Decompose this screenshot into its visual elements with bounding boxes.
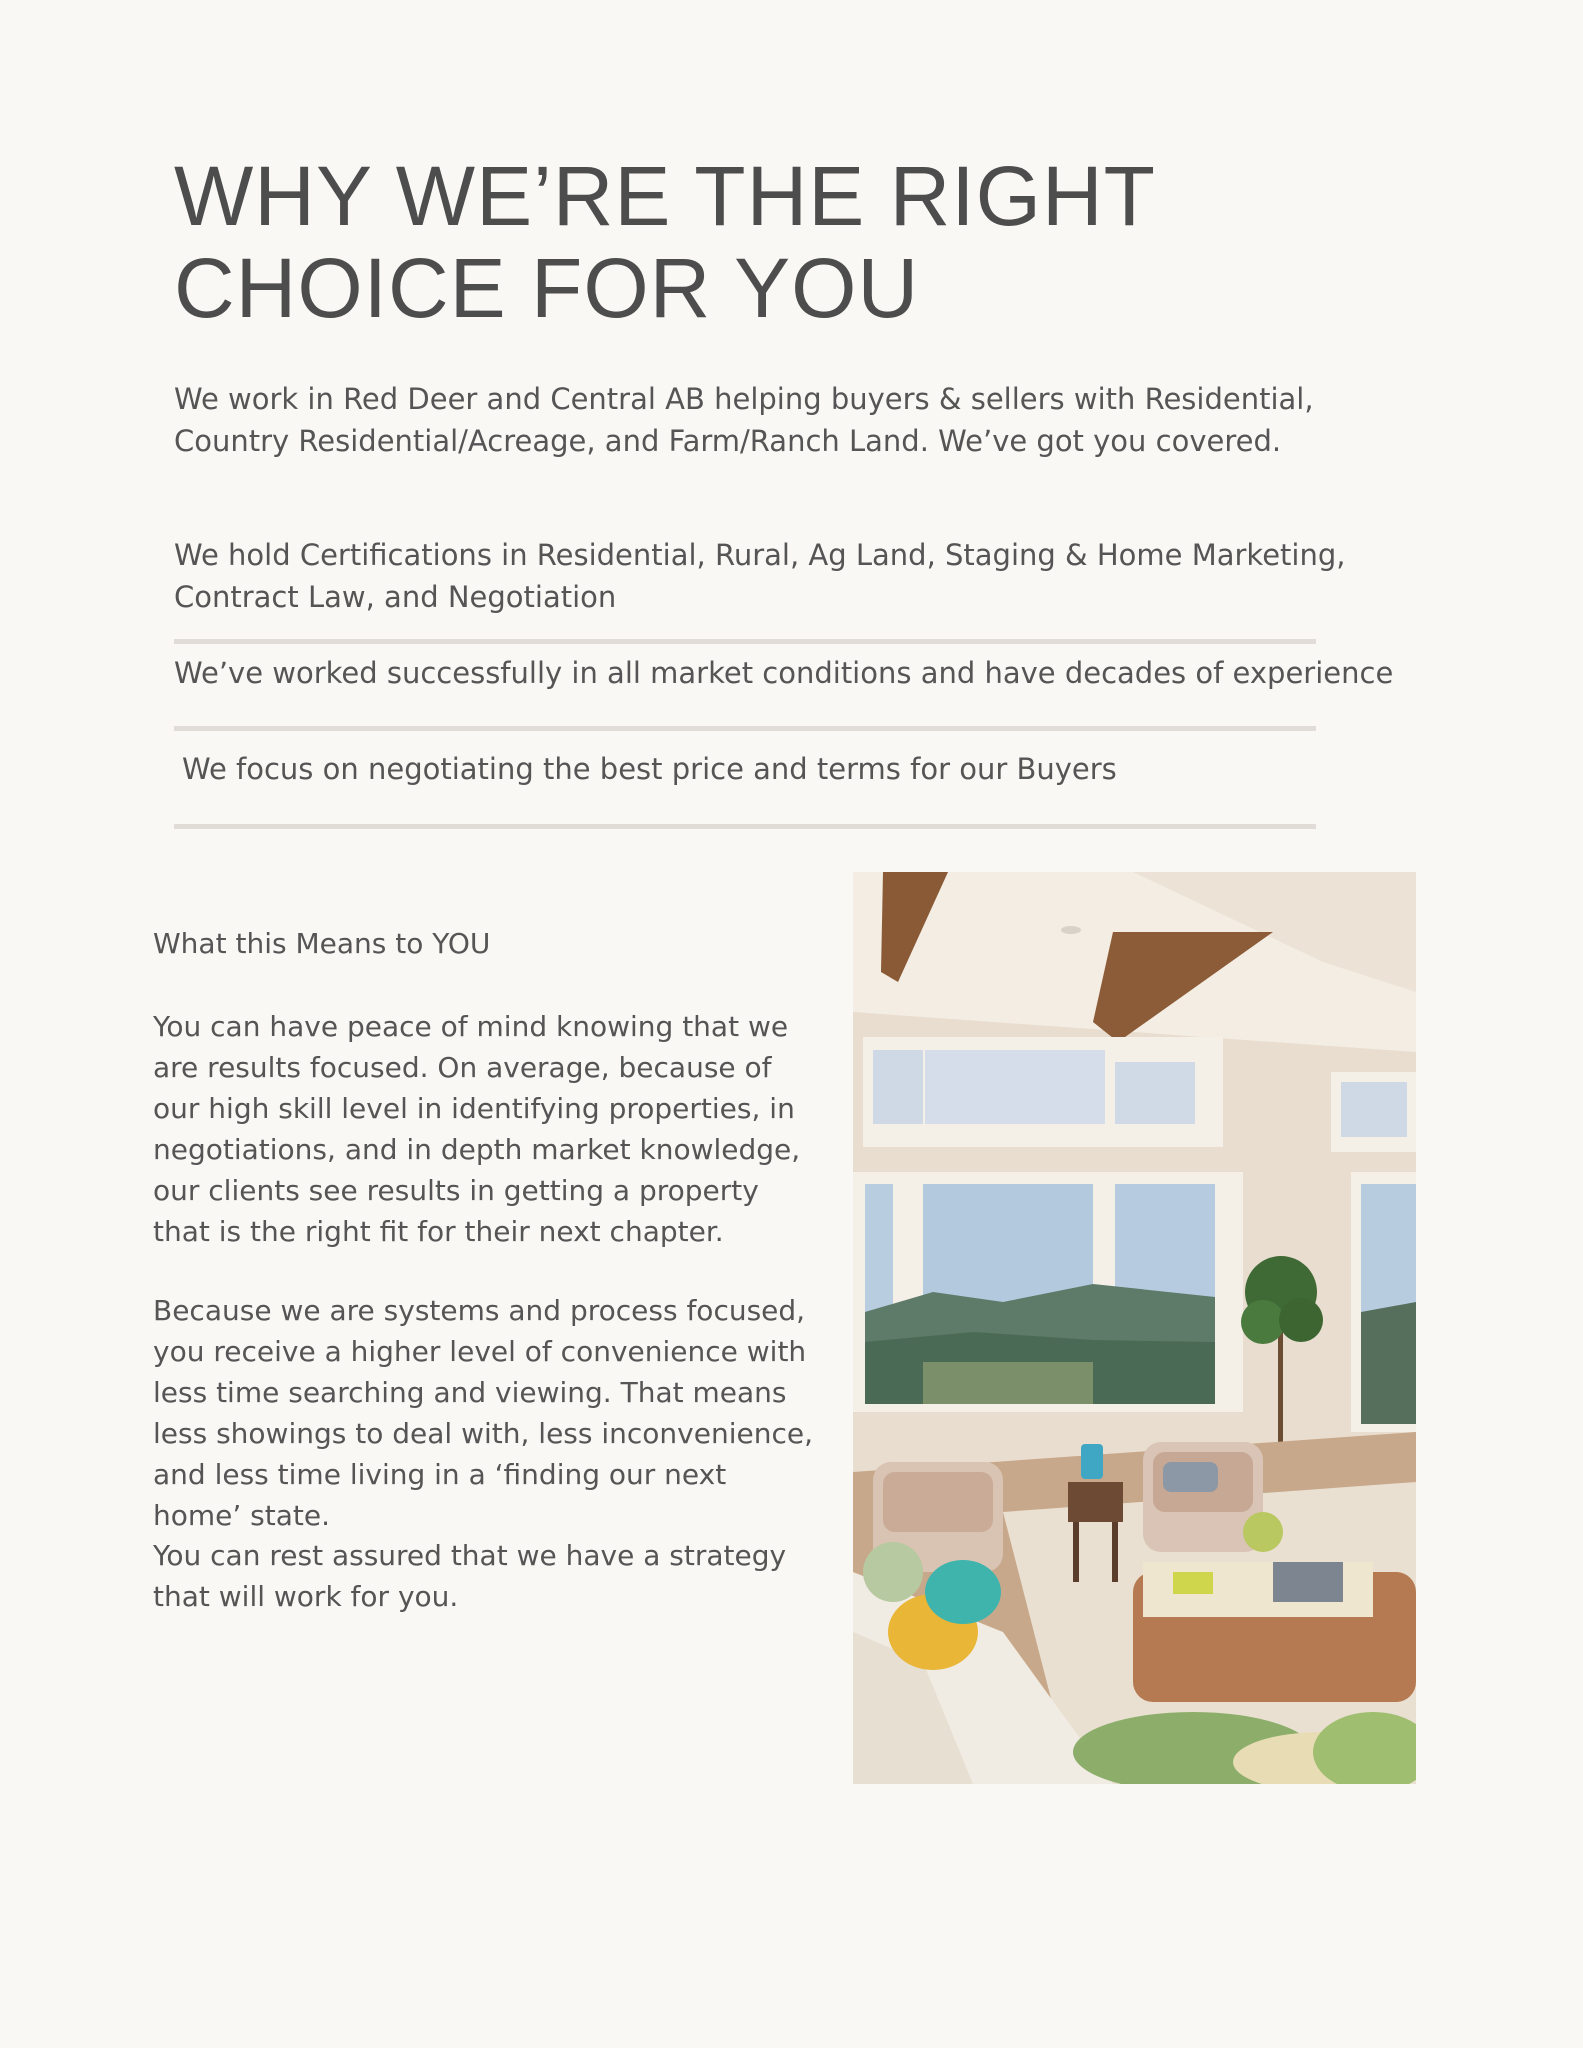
section-heading-means: What this Means to YOU bbox=[153, 927, 491, 960]
highlight-negotiation: We focus on negotiating the best price and terms for our Buyers bbox=[182, 752, 1117, 786]
body-paragraph-convenience: Because we are systems and process focused, you receive a higher level of convenience with less time searching and viewing. That means less showings to deal with, less inconvenience, and less time living in a ‘finding our next home’ state. bbox=[153, 1294, 813, 1532]
living-room-photo bbox=[853, 872, 1416, 1784]
divider-rule bbox=[174, 639, 1316, 644]
body-paragraph-strategy: You can rest assured that we have a strategy that will work for you. bbox=[153, 1539, 787, 1613]
highlight-experience: We’ve worked successfully in all market conditions and have decades of experience bbox=[174, 656, 1394, 690]
divider-rule bbox=[174, 726, 1316, 731]
intro-paragraph-certifications: We hold Certifications in Residential, Rural, Ag Land, Staging & Home Marketing, Contract Law, and Negotiation bbox=[174, 538, 1346, 614]
body-paragraph-peace-of-mind: You can have peace of mind knowing that we are results focused. On average, because of our high skill level in identifying properties, in negotiations, and in depth market knowledge, our clients see results in getting a property that is the right fit for their next chapter. bbox=[153, 1010, 801, 1248]
intro-paragraph-service-area: We work in Red Deer and Central AB helping buyers & sellers with Residential, Country Residential/Acreage, and Farm/Ranch Land. We’ve got you covered. bbox=[174, 382, 1314, 458]
divider-rule bbox=[174, 824, 1316, 829]
page-title: WHY WE’RE THE RIGHT CHOICE FOR YOU bbox=[174, 149, 1155, 335]
